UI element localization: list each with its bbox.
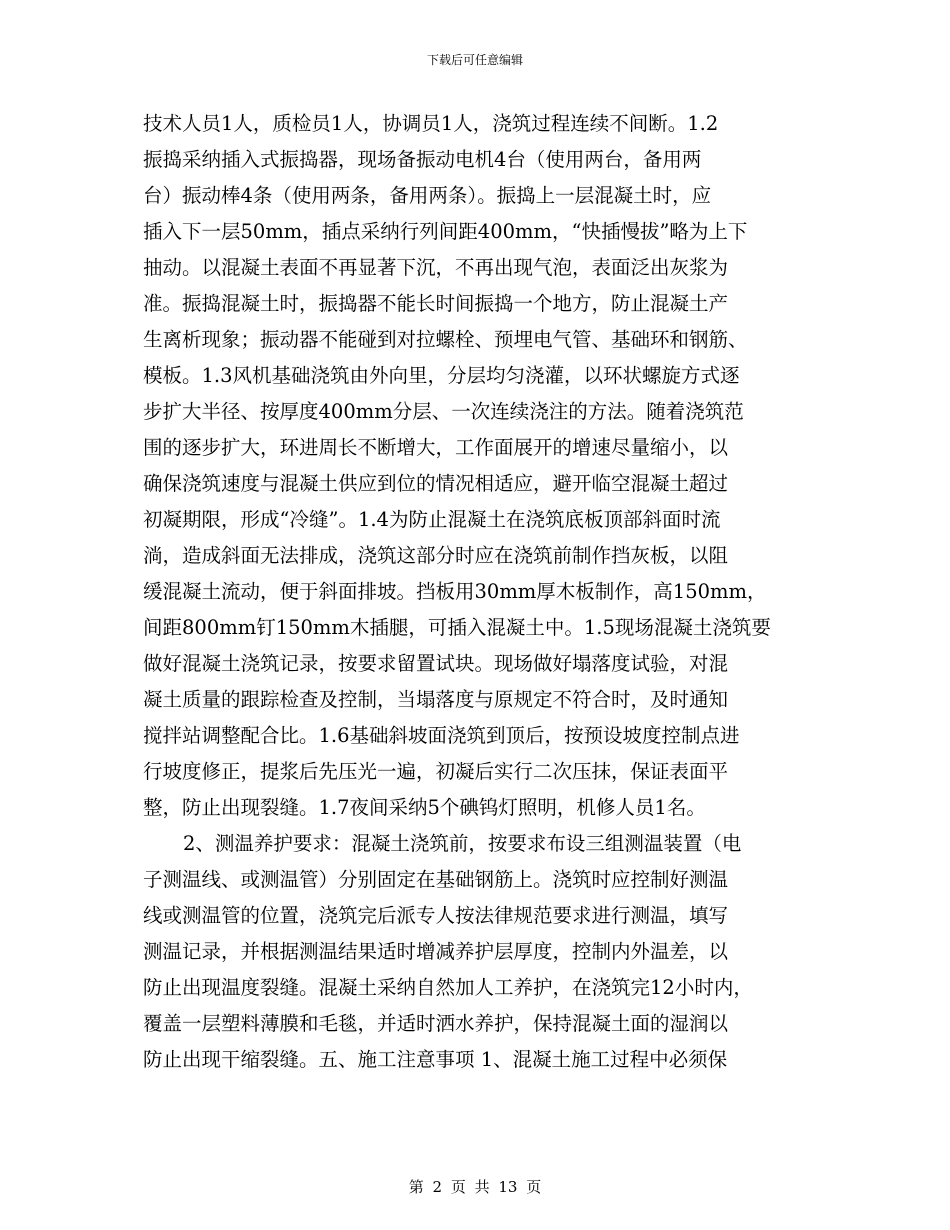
body-line-11: 确保浇筑速度与混凝土供应到位的情况相适应，避开临空混凝土超过 — [143, 472, 729, 495]
body-line-2: 振捣采纳插入式振捣器，现场备振动电机4台（使用两台，备用两 — [143, 148, 702, 171]
body-line-27: 防止出现干缩裂缝。五、施工注意事项 1、混凝土施工过程中必须保 — [143, 1048, 728, 1071]
body-line-10: 围的逐步扩大，环进周长不断增大，工作面展开的增速尽量缩小，以 — [143, 436, 729, 459]
body-line-16: 做好混凝土浇筑记录，按要求留置试块。现场做好塌落度试验，对混 — [143, 652, 729, 675]
body-line-20: 整，防止出现裂缝。1.7夜间采纳5个碘钨灯照明，机修人员1名。 — [143, 796, 706, 819]
page-footer: 第 2 页 共 13 页 — [408, 1178, 542, 1196]
page-header: 下载后可任意编辑 — [426, 53, 523, 67]
body-line-15: 间距800mm钉150mm木插腿，可插入混凝土中。1.5现场混凝土浇筑要 — [143, 616, 771, 639]
body-line-1: 技术人员1人，质检员1人，协调员1人，浇筑过程连续不间断。1.2 — [143, 112, 719, 135]
body-line-22: 子测温线、或测温管）分别固定在基础钢筋上。浇筑时应控制好测温 — [143, 868, 729, 891]
body-line-4: 插入下一层50mm，插点采纳行列间距400mm，“快插慢拔”略为上下 — [143, 220, 748, 243]
body-line-8: 模板。1.3风机基础浇筑由外向里，分层均匀浇灌，以环状螺旋方式逐 — [143, 364, 740, 387]
body-line-5: 抽动。以混凝土表面不再显著下沉，不再出现气泡，表面泛出灰浆为 — [143, 256, 729, 279]
body-line-13: 淌，造成斜面无法排成，浇筑这部分时应在浇筑前制作挡灰板，以阻 — [143, 544, 729, 567]
body-line-14: 缓混凝土流动，便于斜面排坡。挡板用30mm厚木板制作，高150mm， — [143, 580, 767, 603]
body-line-19: 行坡度修正，提浆后先压光一遍，初凝后实行二次压抹，保证表面平 — [143, 760, 729, 783]
body-line-25: 防止出现温度裂缝。混凝土采纳自然加人工养护，在浇筑完12小时内， — [143, 976, 753, 999]
body-line-24: 测温记录，并根据测温结果适时增减养护层厚度，控制内外温差，以 — [143, 940, 729, 963]
body-line-26: 覆盖一层塑料薄膜和毛毯，并适时洒水养护，保持混凝土面的湿润以 — [143, 1012, 729, 1035]
body-line-23: 线或测温管的位置，浇筑完后派专人按法律规范要求进行测温，填写 — [143, 904, 729, 927]
body-line-3: 台）振动棒4条（使用两条，备用两条）。振捣上一层混凝土时，应 — [143, 184, 712, 207]
body-line-21: 2、测温养护要求：混凝土浇筑前，按要求布设三组测温装置（电 — [183, 832, 742, 855]
body-line-7: 生离析现象；振动器不能碰到对拉螺栓、预埋电气管、基础环和钢筋、 — [143, 328, 748, 351]
body-line-17: 凝土质量的跟踪检查及控制，当塌落度与原规定不符合时，及时通知 — [143, 688, 729, 711]
body-line-12: 初凝期限，形成“冷缝”。1.4为防止混凝土在浇筑底板顶部斜面时流 — [143, 508, 721, 531]
body-line-18: 搅拌站调整配合比。1.6基础斜坡面浇筑到顶后，按预设坡度控制点进 — [143, 724, 740, 747]
body-line-6: 准。振捣混凝土时，振捣器不能长时间振捣一个地方，防止混凝土产 — [143, 292, 729, 315]
body-line-9: 步扩大半径、按厚度400mm分层、一次连续浇注的方法。随着浇筑范 — [143, 400, 744, 423]
